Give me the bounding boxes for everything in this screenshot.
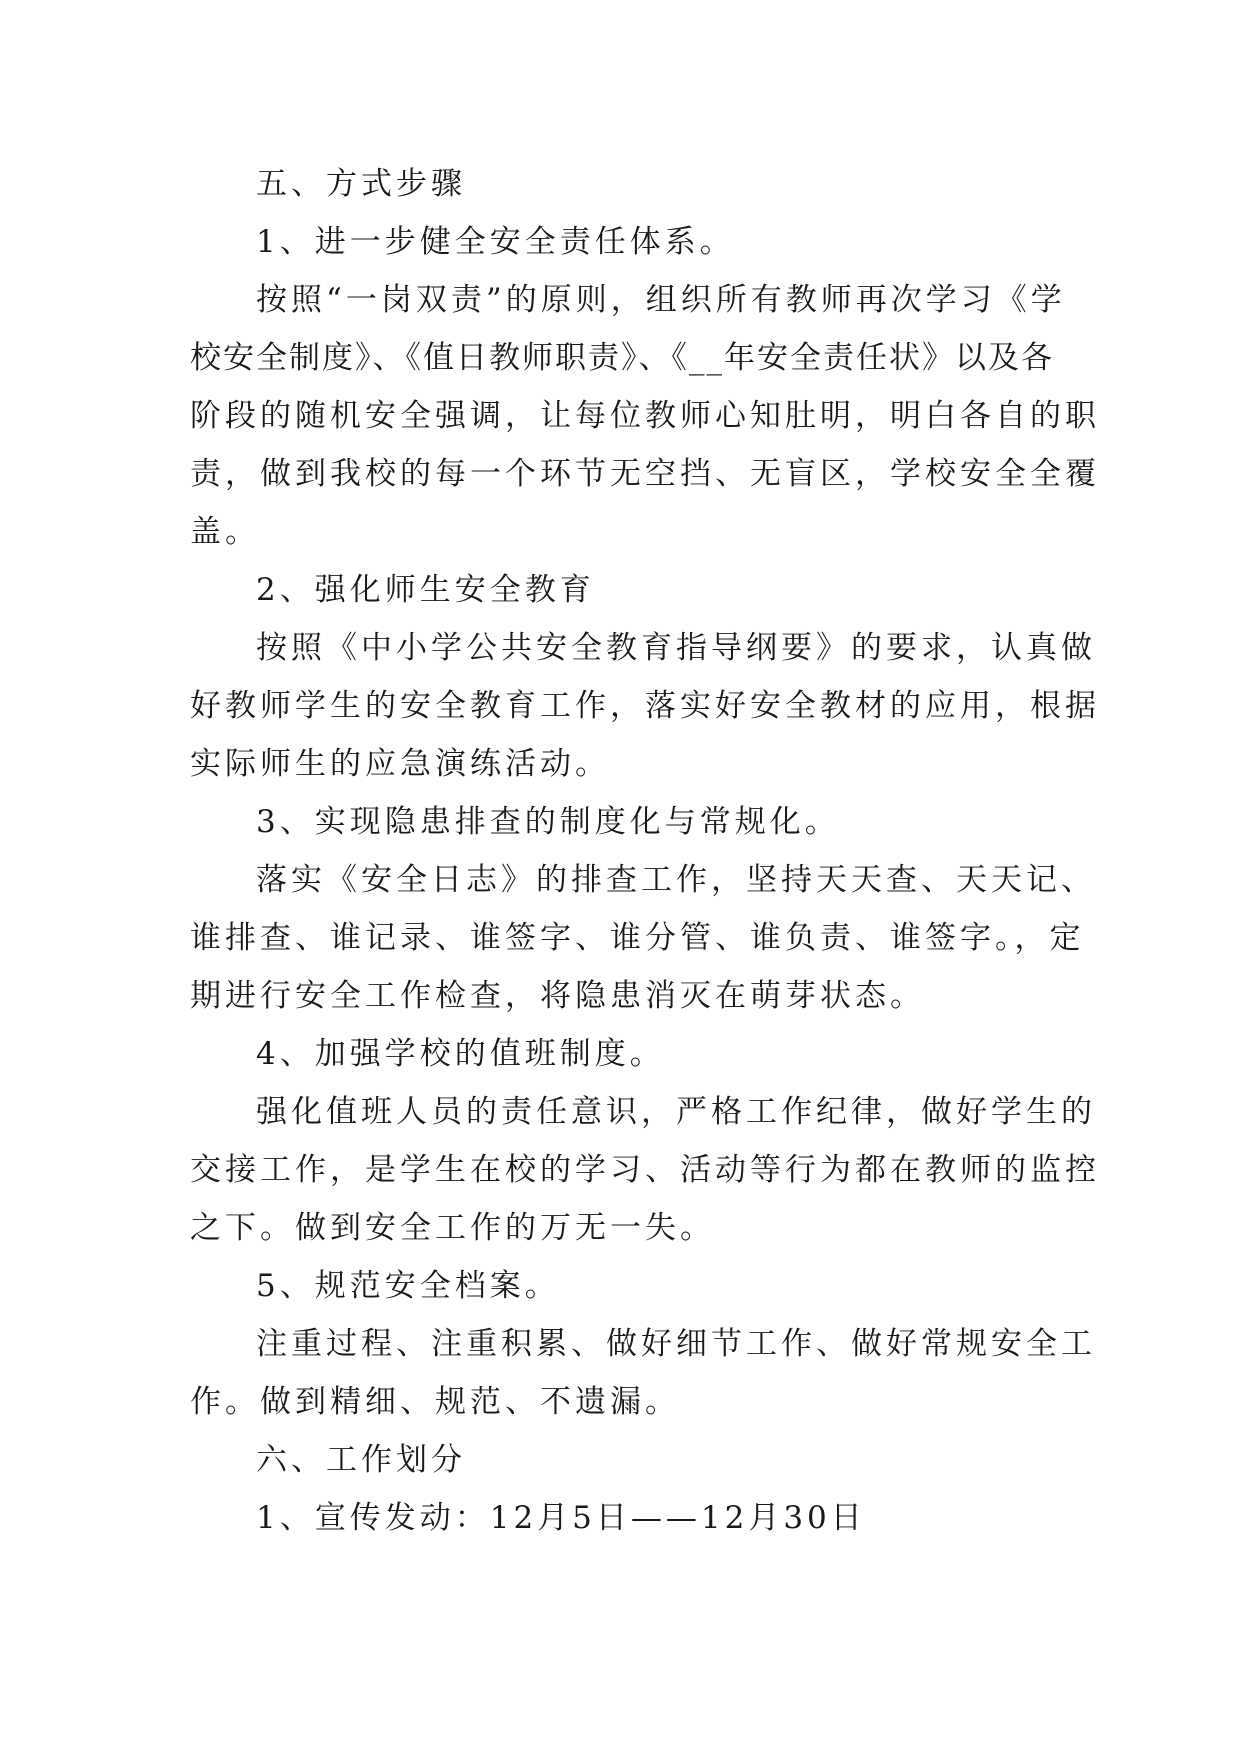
subheading: 5、规范安全档案。 (256, 1268, 560, 1304)
paragraph-line: 盖。 (190, 514, 260, 550)
section-heading: 五、方式步骤 (256, 166, 466, 202)
paragraph-line: 期进行安全工作检查，将隐患消灭在萌芽状态。 (190, 978, 925, 1014)
paragraph-line: 强化值班人员的责任意识，严格工作纪律，做好学生的 (256, 1094, 1096, 1130)
section-heading: 六、工作划分 (256, 1442, 466, 1478)
paragraph-line: 好教师学生的安全教育工作，落实好安全教材的应用，根据 (190, 688, 1100, 724)
subheading: 3、实现隐患排查的制度化与常规化。 (256, 804, 840, 840)
paragraph-line: 阶段的随机安全强调，让每位教师心知肚明，明白各自的职 (190, 398, 1100, 434)
paragraph-line: 按照“一岗双责”的原则，组织所有教师再次学习《学 (256, 282, 1066, 318)
paragraph-line: 作。做到精细、规范、不遗漏。 (190, 1384, 680, 1420)
subheading: 2、强化师生安全教育 (256, 572, 595, 608)
paragraph-line: 之下。做到安全工作的万无一失。 (190, 1210, 715, 1246)
paragraph-line: 校安全制度》、《值日教师职责》、《__年安全责任状》以及各 (190, 340, 1054, 376)
paragraph-line: 注重过程、注重积累、做好细节工作、做好常规安全工 (256, 1326, 1096, 1362)
paragraph-line: 责，做到我校的每一个环节无空挡、无盲区，学校安全全覆 (190, 456, 1100, 492)
subheading: 4、加强学校的值班制度。 (256, 1036, 665, 1072)
paragraph-line: 按照《中小学公共安全教育指导纲要》的要求，认真做 (256, 630, 1096, 666)
subheading: 1、宣传发动：12月5日——12月30日 (256, 1500, 866, 1536)
subheading: 1、进一步健全安全责任体系。 (256, 224, 735, 260)
paragraph-line: 交接工作，是学生在校的学习、活动等行为都在教师的监控 (190, 1152, 1100, 1188)
document-body (190, 155, 1100, 1547)
paragraph-line: 实际师生的应急演练活动。 (190, 746, 610, 782)
paragraph-line: 谁排查、谁记录、谁签字、谁分管、谁负责、谁签字。，定 (190, 920, 1085, 956)
paragraph-line: 落实《安全日志》的排查工作，坚持天天查、天天记、 (256, 862, 1096, 898)
